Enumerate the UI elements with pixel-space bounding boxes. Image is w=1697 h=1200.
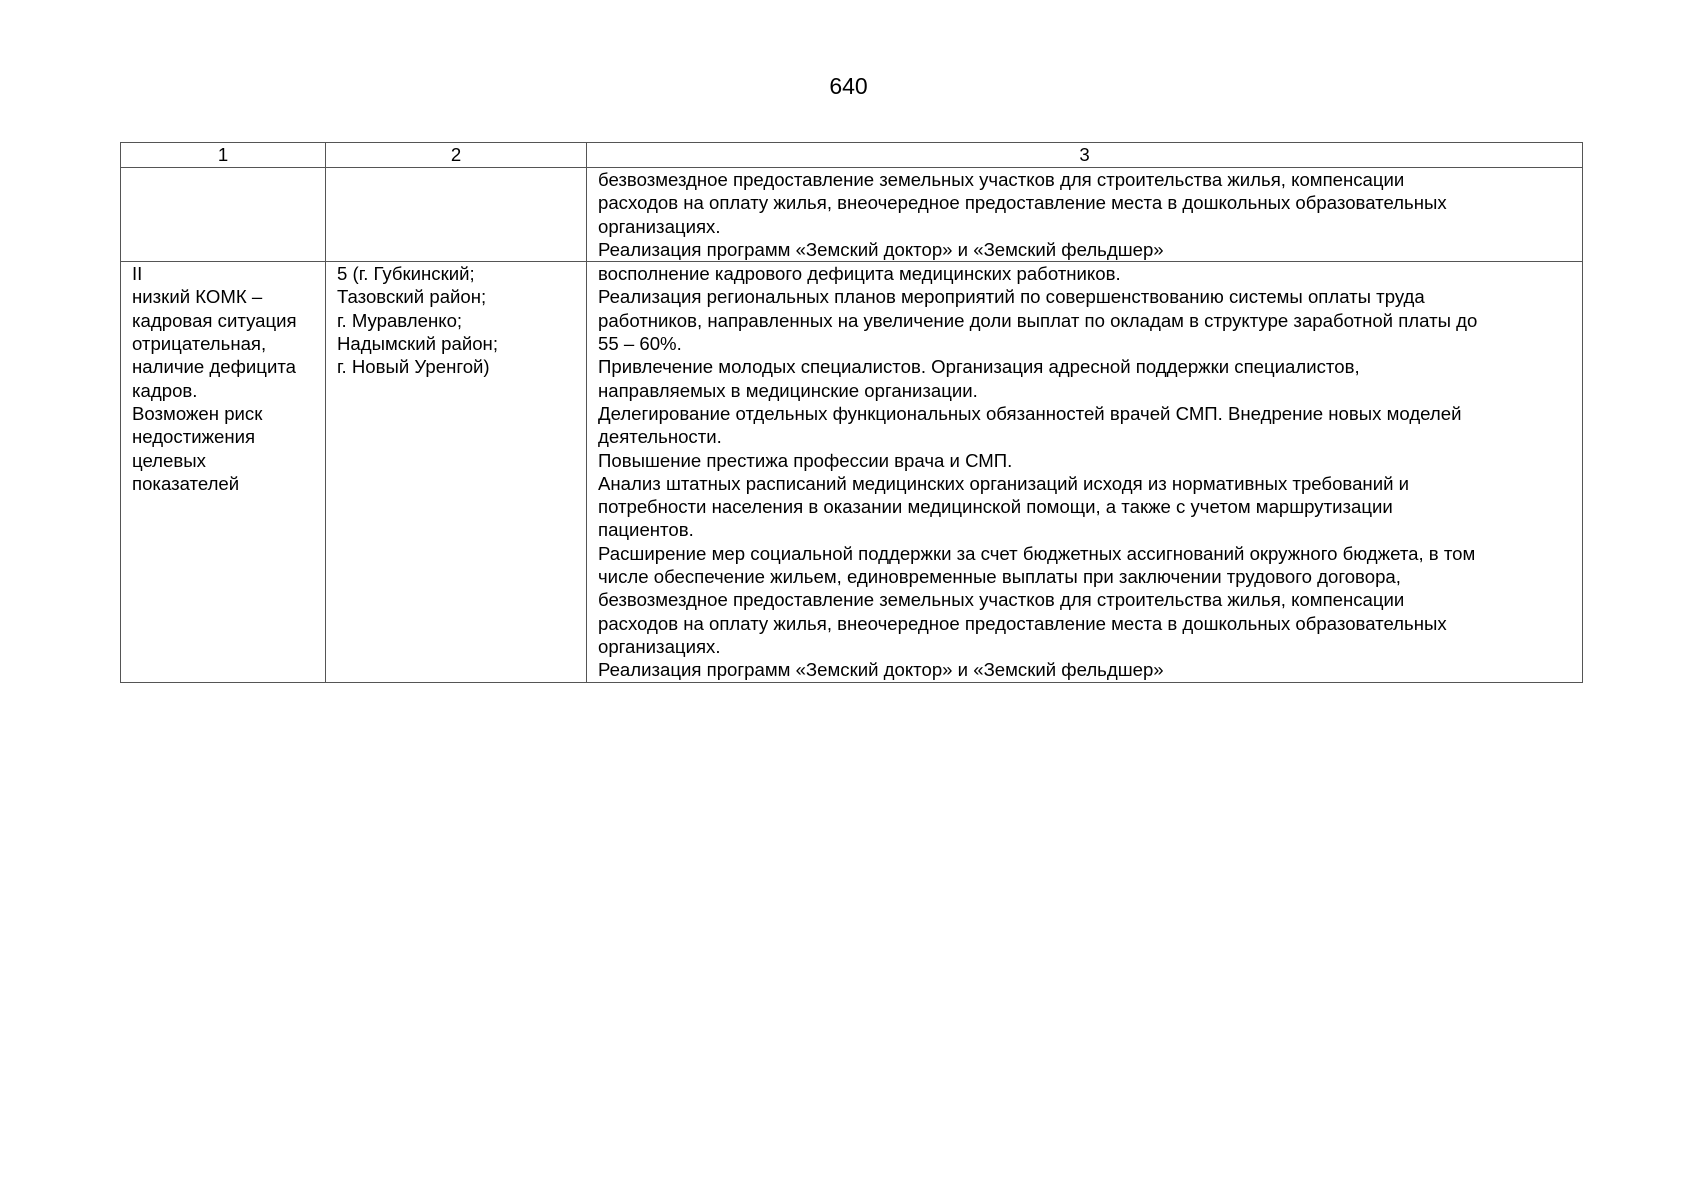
- cell-text-line: безвозмездное предоставление земельных участков для строительства жилья, компенсации: [598, 589, 1405, 611]
- table-cell-2: [326, 262, 587, 682]
- cell-text-line: отрицательная,: [132, 333, 267, 355]
- table-cell-1: [121, 262, 326, 682]
- cell-text-line: числе обеспечение жильем, единовременные выплаты при заключении трудового договора,: [598, 566, 1401, 588]
- cell-text-line: г. Новый Уренгой): [337, 356, 490, 378]
- cell-text-line: Расширение мер социальной поддержки за счет бюджетных ассигнований окружного бюджета, в том: [598, 542, 1476, 564]
- cell-text-line: низкий КОМК –: [132, 286, 263, 308]
- cell-text-line: безвозмездное предоставление земельных участков для строительства жилья, компенсации: [598, 169, 1405, 190]
- cell-text-line: работников, направленных на увеличение доли выплат по окладам в структуре заработной платы до: [598, 309, 1478, 331]
- cell-text-line: кадровая ситуация: [132, 309, 297, 331]
- cell-text-line: Реализация программ «Земский доктор» и «Земский фельдшер»: [598, 238, 1164, 260]
- cell-text-line: г. Муравленко;: [337, 309, 463, 331]
- cell-text-line: недостижения: [132, 426, 256, 448]
- table-cell-2: [326, 168, 587, 262]
- cell-text-line: Делегирование отдельных функциональных обязанностей врачей СМП. Внедрение новых моделей: [598, 402, 1462, 424]
- cell-text-line: Возможен риск: [132, 402, 263, 424]
- table-row: [121, 168, 1583, 262]
- cell-text-line: потребности населения в оказании медицинской помощи, а также с учетом маршрутизации: [598, 496, 1393, 518]
- cell-text-line: 55 – 60%.: [598, 333, 682, 355]
- cell-text-line: расходов на оплату жилья, внеочередное предоставление места в дошкольных образовательных: [598, 612, 1447, 634]
- cell-text-line: Реализация программ «Земский доктор» и «Земский фельдшер»: [598, 659, 1164, 681]
- cell-text-line: организациях.: [598, 215, 721, 237]
- cell-text-line: 5 (г. Губкинский;: [337, 263, 475, 285]
- cell-text-line: показателей: [132, 472, 240, 494]
- cell-text-line: деятельности.: [598, 426, 722, 448]
- cell-text-line: Тазовский район;: [337, 286, 487, 308]
- cell-text-line: II: [132, 263, 143, 285]
- column-header-1: 1: [121, 143, 326, 168]
- cell-text-line: Надымский район;: [337, 333, 498, 355]
- table-cell-3: [587, 262, 1583, 682]
- table-body: [121, 143, 1583, 683]
- cell-text-line: Привлечение молодых специалистов. Организация адресной поддержки специалистов,: [598, 356, 1360, 378]
- cell-text-line: организациях.: [598, 635, 721, 657]
- cell-text-line: пациентов.: [598, 519, 694, 541]
- page-number: 640: [829, 73, 868, 99]
- column-header-3: 3: [587, 143, 1583, 168]
- cell-text-line: Анализ штатных расписаний медицинских организаций исходя из нормативных требований и: [598, 472, 1410, 494]
- cell-text-line: Реализация региональных планов мероприятий по совершенствованию системы оплаты труда: [598, 286, 1425, 308]
- table-row: [121, 262, 1583, 682]
- table-cell-3: [587, 168, 1583, 262]
- column-header-2: 2: [326, 143, 587, 168]
- cell-text-line: направляемых в медицинские организации.: [598, 379, 978, 401]
- table-header-row: [121, 143, 1583, 168]
- document-table: [120, 142, 1583, 683]
- cell-text-line: целевых: [132, 449, 206, 471]
- cell-text-line: расходов на оплату жилья, внеочередное предоставление места в дошкольных образовательных: [598, 192, 1447, 214]
- cell-text-line: Повышение престижа профессии врача и СМП.: [598, 449, 1013, 471]
- cell-text-line: кадров.: [132, 379, 198, 401]
- cell-text-line: восполнение кадрового дефицита медицинских работников.: [598, 263, 1121, 285]
- table-cell-1: [121, 168, 326, 262]
- cell-text-line: наличие дефицита: [132, 356, 296, 378]
